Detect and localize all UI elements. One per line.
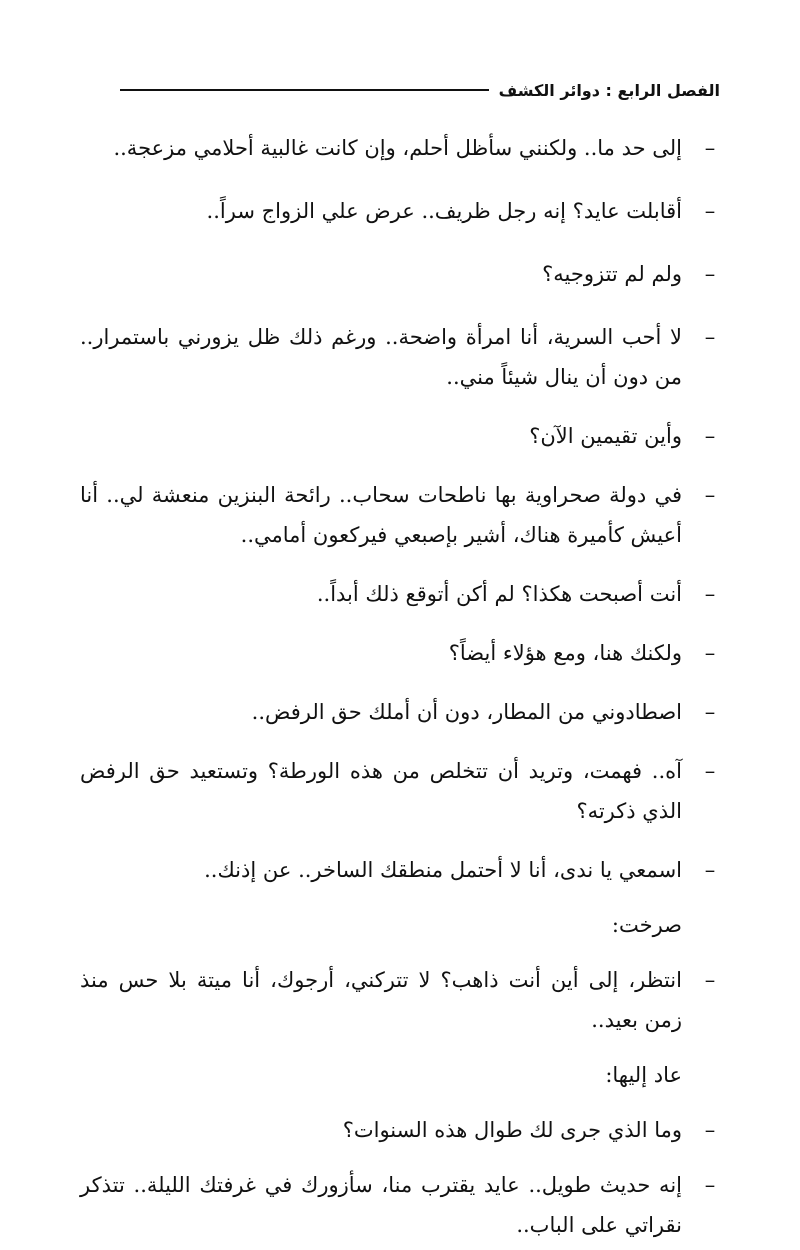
dialogue-dash: –	[704, 424, 716, 448]
dialogue-dash: –	[704, 858, 716, 882]
header-rule	[120, 89, 489, 91]
dialogue-line-12	[80, 960, 720, 1040]
dialogue-line-4	[80, 317, 720, 397]
dialogue-dash: –	[704, 262, 716, 286]
narration-text: عاد إليها:	[605, 1063, 682, 1087]
dialogue-line-2	[80, 191, 720, 231]
dialogue-text: اصطادوني من المطار، دون أن أملك حق الرفض..	[251, 700, 682, 724]
running-header	[120, 78, 720, 102]
dialogue-text: أقابلت عايد؟ إنه رجل ظريف.. عرض علي الزواج سراً..	[206, 199, 682, 223]
dialogue-dash: –	[704, 759, 716, 783]
dialogue-dash: –	[704, 968, 716, 992]
page-body	[80, 128, 720, 1245]
dialogue-line-5	[80, 416, 720, 456]
dialogue-dash: –	[704, 199, 716, 223]
dialogue-text: إنه حديث طويل.. عايد يقترب منا، سأزورك في غرفتك الليلة.. تتذكر نقراتي على الباب..	[80, 1173, 682, 1237]
dialogue-line-7	[80, 574, 720, 614]
dialogue-line-8	[80, 633, 720, 673]
dialogue-dash: –	[704, 641, 716, 665]
narration-line-2	[80, 1055, 720, 1095]
narration-text: صرخت:	[611, 913, 682, 937]
dialogue-dash: –	[704, 1118, 716, 1142]
dialogue-line-13	[80, 1110, 720, 1150]
dialogue-text: إلى حد ما.. ولكنني سأظل أحلم، وإن كانت غالبية أحلامي مزعجة..	[113, 136, 682, 160]
dialogue-dash: –	[704, 325, 716, 349]
dialogue-text: آه.. فهمت، وتريد أن تتخلص من هذه الورطة؟ وتستعيد حق الرفض الذي ذكرته؟	[80, 759, 682, 823]
dialogue-text: انتظر، إلى أين أنت ذاهب؟ لا تتركني، أرجوك، أنا ميتة بلا حس منذ زمن بعيد..	[80, 968, 682, 1032]
dialogue-dash: –	[704, 483, 716, 507]
chapter-title: الفصل الرابع : دوائر الكشف	[498, 80, 720, 100]
dialogue-line-3	[80, 254, 720, 294]
dialogue-text: أنت أصبحت هكذا؟ لم أكن أتوقع ذلك أبداً..	[316, 582, 682, 606]
dialogue-text: ولكنك هنا، ومع هؤلاء أيضاً؟	[448, 641, 682, 665]
dialogue-dash: –	[704, 1173, 716, 1197]
dialogue-line-9	[80, 692, 720, 732]
dialogue-line-6	[80, 475, 720, 555]
dialogue-line-10	[80, 751, 720, 831]
dialogue-text: ولم لم تتزوجيه؟	[542, 262, 682, 286]
dialogue-text: لا أحب السرية، أنا امرأة واضحة.. ورغم ذلك ظل يزورني باستمرار.. من دون أن ينال شيئاً مني..	[80, 325, 682, 389]
dialogue-line-1	[80, 128, 720, 168]
narration-line-1	[80, 905, 720, 945]
dialogue-line-14	[80, 1165, 720, 1245]
dialogue-line-11	[80, 850, 720, 890]
dialogue-text: في دولة صحراوية بها ناطحات سحاب.. رائحة البنزين منعشة لي.. أنا أعيش كأميرة هناك، أشير بإصبعي فيركعون أمامي..	[80, 483, 682, 547]
dialogue-dash: –	[704, 700, 716, 724]
dialogue-text: وأين تقيمين الآن؟	[529, 424, 682, 448]
dialogue-text: وما الذي جرى لك طوال هذه السنوات؟	[342, 1118, 682, 1142]
dialogue-text: اسمعي يا ندى، أنا لا أحتمل منطقك الساخر.. عن إذنك..	[204, 858, 682, 882]
dialogue-dash: –	[704, 136, 716, 160]
dialogue-dash: –	[704, 582, 716, 606]
